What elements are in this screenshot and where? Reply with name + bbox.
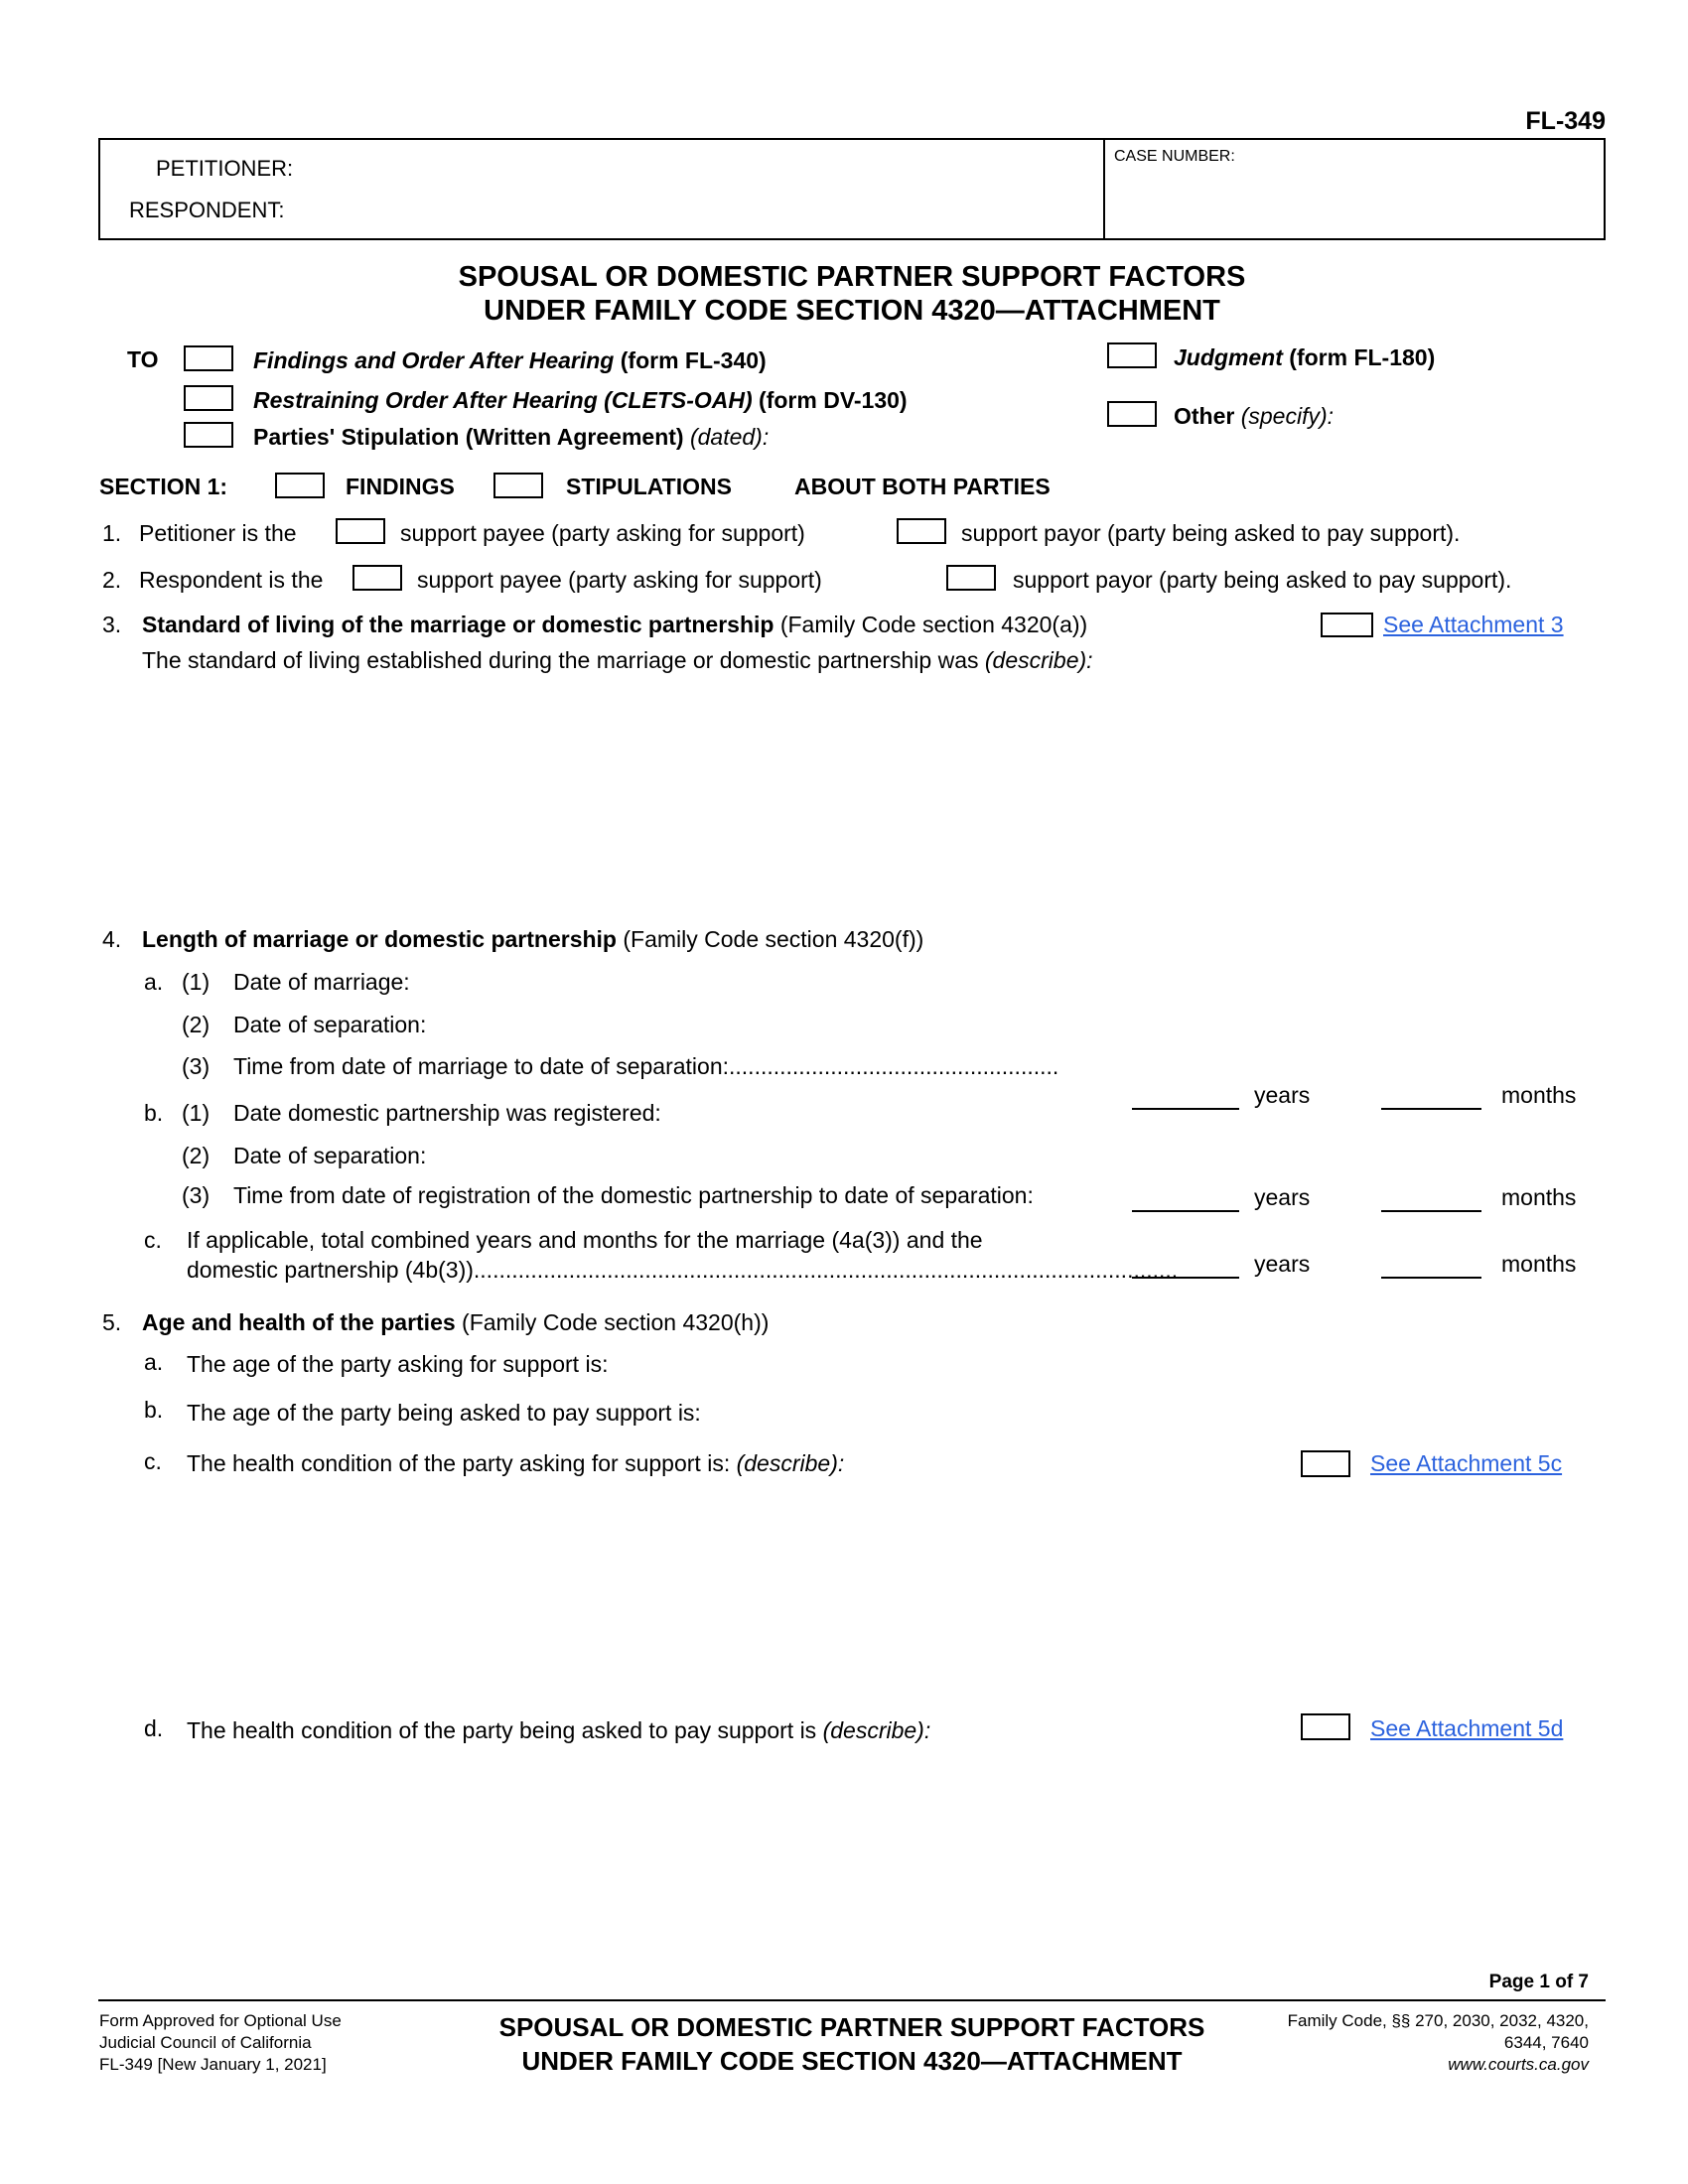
item5-heading-ref: (Family Code section 4320(h)) [455,1309,770,1335]
to-option-findings-order [253,347,767,373]
item1-payor-label: support payor (party being asked to pay support). [961,520,1461,546]
to-option-other [1174,403,1334,429]
item1-text: Petitioner is the [139,520,297,546]
checkbox-findings[interactable] [275,473,325,498]
section1-stipulations-label: STIPULATIONS [566,474,732,499]
footer-approved-line2: Judicial Council of California [99,2033,312,2052]
checkbox-respondent-payor[interactable] [946,565,996,591]
item4b-label: b. [144,1100,164,1126]
item4-number: 4. [102,926,122,952]
section1-findings-label: FINDINGS [346,474,455,499]
item5-number: 5. [102,1309,122,1335]
item4a3-years-label: years [1254,1082,1311,1108]
petitioner-field[interactable] [398,150,1093,180]
item3-describe-writein-area[interactable] [102,685,1582,918]
checkbox-parties-stipulation[interactable] [184,422,233,448]
item4a1-text: Date of marriage: [233,969,410,995]
see-attachment-5d-link[interactable]: See Attachment 5d [1370,1715,1564,1741]
item4a3-months-input[interactable] [1381,1084,1481,1110]
item3-describe-line [142,647,1093,673]
item5c-line [187,1450,844,1476]
checkbox-see-attachment-3[interactable] [1321,613,1373,637]
item4c-label: c. [144,1227,162,1253]
item5d-label: d. [144,1715,164,1741]
checkbox-stipulations[interactable] [493,473,543,498]
form-title-line2: UNDER FAMILY CODE SECTION 4320—ATTACHMENT [484,295,1220,327]
page-number: Page 1 of 7 [1488,1972,1589,1992]
footer-title-line2: UNDER FAMILY CODE SECTION 4320—ATTACHMENT [521,2046,1183,2076]
item4a1-date-field[interactable] [467,969,1062,999]
form-number: FL-349 [1525,107,1606,135]
item4b2-number: (2) [182,1143,211,1168]
item3-describe-text: The standard of living established during the marriage or domestic partnership was [142,647,985,673]
to-option-parties-stipulation [253,424,769,450]
footer-code-refs-line2: 6344, 7640 [1503,2033,1589,2052]
item2-payor-label: support payor (party being asked to pay support). [1013,567,1512,593]
item5c-describe-italic: (describe): [736,1450,845,1476]
to-option-judgment-title: Judgment [1174,344,1283,370]
item4b3-years-input[interactable] [1132,1186,1239,1212]
item5c-describe-writein-area[interactable] [102,1489,1582,1703]
to-option-findings-order-form: (form FL-340) [614,347,767,373]
item4c-years-input[interactable] [1132,1253,1239,1279]
item4b3-months-input[interactable] [1381,1186,1481,1212]
item4a2-date-field[interactable] [487,1012,1082,1041]
caption-box [98,138,1606,240]
item4a3-number: (3) [182,1053,211,1079]
item5c-label: c. [144,1448,162,1474]
item4b1-text: Date domestic partnership was registered: [233,1100,661,1126]
item3-number: 3. [102,612,122,637]
item5d-describe-italic: (describe): [822,1717,931,1743]
item5b-text: The age of the party being asked to pay support is: [187,1400,701,1426]
item5-heading [142,1309,769,1335]
caption-box-divider [1103,140,1105,238]
item4a-label: a. [144,969,164,995]
item4b1-date-field[interactable] [715,1100,1211,1130]
to-option-judgment-form: (form FL-180) [1282,344,1436,370]
item2-text: Respondent is the [139,567,324,593]
item5a-text: The age of the party asking for support is: [187,1351,609,1377]
item5a-label: a. [144,1349,164,1375]
item4c-months-input[interactable] [1381,1253,1481,1279]
to-option-restraining-order-title: Restraining Order After Hearing (CLETS-OAH) [253,387,753,413]
item4-heading-ref: (Family Code section 4320(f)) [616,926,924,952]
checkbox-petitioner-payee[interactable] [336,518,385,544]
checkbox-see-attachment-5d[interactable] [1301,1713,1350,1740]
item2-number: 2. [102,567,122,593]
checkbox-petitioner-payor[interactable] [897,518,946,544]
item4b2-text: Date of separation: [233,1143,427,1168]
checkbox-see-attachment-5c[interactable] [1301,1450,1350,1477]
item5a-age-field[interactable] [645,1351,1241,1381]
see-attachment-3-link[interactable]: See Attachment 3 [1383,612,1564,637]
item5-heading-bold: Age and health of the parties [142,1309,456,1335]
item5d-text: The health condition of the party being asked to pay support is [187,1717,823,1743]
item4b3-text: Time from date of registration of the domestic partnership to date of separation: [233,1182,1034,1208]
item4c-months-label: months [1501,1251,1577,1277]
item5b-age-field[interactable] [735,1400,1331,1430]
to-option-other-specify: (specify): [1240,403,1335,429]
see-attachment-5c-link[interactable]: See Attachment 5c [1370,1450,1563,1476]
item2-payee-label: support payee (party asking for support) [417,567,822,593]
footer-code-refs-line1: Family Code, §§ 270, 2030, 2032, 4320, [1287,2011,1589,2030]
item5c-text: The health condition of the party asking for support is: [187,1450,737,1476]
respondent-field[interactable] [398,194,1093,223]
checkbox-other[interactable] [1107,401,1157,427]
to-label: TO [127,346,159,372]
item1-payee-label: support payee (party asking for support) [400,520,805,546]
item1-number: 1. [102,520,122,546]
item3-heading-ref: (Family Code section 4320(a)) [774,612,1088,637]
item4b2-date-field[interactable] [487,1143,983,1172]
respondent-label: RESPONDENT: [129,198,285,222]
item4a3-text: Time from date of marriage to date of separation:.................................................... [233,1053,1059,1079]
footer-approved-line1: Form Approved for Optional Use [99,2011,342,2030]
checkbox-findings-order-after-hearing[interactable] [184,345,233,371]
checkbox-restraining-order-after-hearing[interactable] [184,385,233,411]
to-option-judgment [1174,344,1435,370]
item3-describe-italic: (describe): [984,647,1093,673]
item4b1-number: (1) [182,1100,211,1126]
case-number-field[interactable] [1114,170,1591,229]
case-number-label: CASE NUMBER: [1114,148,1235,165]
to-option-parties-stipulation-dated: (dated): [689,424,770,450]
checkbox-respondent-payee[interactable] [352,565,402,591]
form-title-line1: SPOUSAL OR DOMESTIC PARTNER SUPPORT FACTORS [458,261,1246,293]
to-option-restraining-order-form: (form DV-130) [752,387,908,413]
section1-about-label: ABOUT BOTH PARTIES [794,474,1051,499]
item4a3-months-label: months [1501,1082,1577,1108]
item4c-years-label: years [1254,1251,1311,1277]
item4a2-number: (2) [182,1012,211,1037]
petitioner-label: PETITIONER: [156,156,294,181]
item3-heading [142,612,1087,637]
item4b3-years-label: years [1254,1184,1311,1210]
footer-title-line1: SPOUSAL OR DOMESTIC PARTNER SUPPORT FACTORS [498,2012,1205,2042]
item4-heading-bold: Length of marriage or domestic partnership [142,926,617,952]
item4b3-months-label: months [1501,1184,1577,1210]
item3-heading-bold: Standard of living of the marriage or domestic partnership [142,612,774,637]
item4-heading [142,926,923,952]
checkbox-judgment[interactable] [1107,342,1157,368]
to-option-findings-order-title: Findings and Order After Hearing [253,347,615,373]
to-option-parties-stipulation-title: Parties' Stipulation (Written Agreement) [253,424,690,450]
item5b-label: b. [144,1397,164,1423]
to-option-other-title: Other [1174,403,1241,429]
item4a2-text: Date of separation: [233,1012,427,1037]
to-option-restraining-order [253,387,908,413]
item5d-describe-writein-area[interactable] [102,1757,1582,1956]
item4b3-number: (3) [182,1182,211,1208]
section1-label: SECTION 1: [99,474,228,499]
item5d-line [187,1717,930,1743]
item4a1-number: (1) [182,969,211,995]
footer-rule [98,1999,1606,2001]
footer-courts-website: www.courts.ca.gov [1448,2055,1589,2074]
item4c-text-line1: If applicable, total combined years and months for the marriage (4a(3)) and the [187,1227,983,1253]
footer-form-revision: FL-349 [New January 1, 2021] [99,2055,327,2074]
item4c-text-line2: domestic partnership (4b(3))............................................................................................................... [187,1257,1179,1283]
